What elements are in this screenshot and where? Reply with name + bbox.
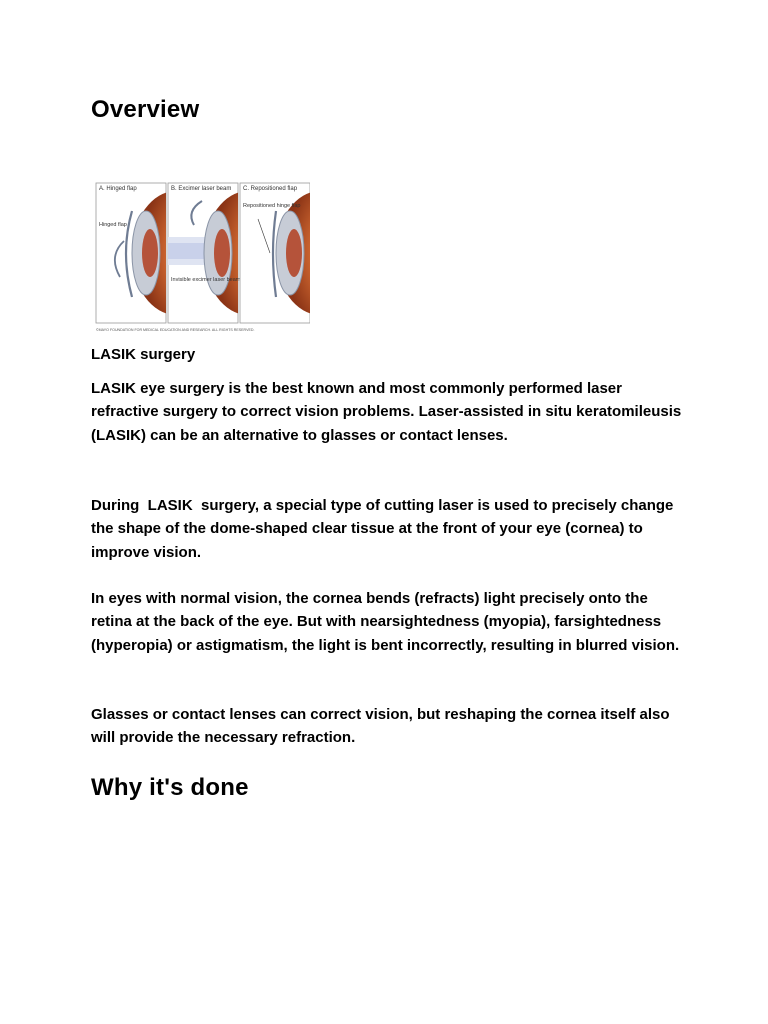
panel-c bbox=[240, 183, 310, 323]
paragraph-normal-vision: In eyes with normal vision, the cornea bends (refracts) light precisely onto the retina at the back of the eye. But with nearsightedness (myopia), farsightedness (hyperopia) or astigmatism, the light is bent incorrectly, resulting in blurred vision. bbox=[91, 590, 680, 654]
figure-credit: ©MAYO FOUNDATION FOR MEDICAL EDUCATION AND RESEARCH. ALL RIGHTS RESERVED. bbox=[96, 328, 255, 332]
why-heading: Why it's done bbox=[91, 774, 249, 801]
overview-heading: Overview bbox=[91, 96, 200, 123]
paragraph-intro: LASIK eye surgery is the best known and most commonly performed laser refractive surgery to correct vision problems. Laser-assisted in situ keratomileusis (LASIK) can be an alternative to glasses or contact lenses. bbox=[91, 380, 682, 444]
panel-a-title: A. Hinged flap bbox=[99, 186, 137, 192]
panel-c-label: Repositioned hinge flap bbox=[243, 203, 301, 209]
paragraph-glasses: Glasses or contact lenses can correct vision, but reshaping the cornea itself also will provide the necessary refraction. bbox=[91, 706, 670, 747]
paragraph-during: During LASIK surgery, a special type of cutting laser is used to precisely change the shape of the dome-shaped clear tissue at the front of your eye (cornea) to improve vision. bbox=[91, 497, 678, 561]
panel-b-title: B. Excimer laser beam bbox=[171, 186, 232, 192]
panel-a-label: Hinged flap bbox=[99, 222, 127, 228]
lasik-diagram bbox=[94, 181, 310, 333]
figure-caption: LASIK surgery bbox=[91, 346, 196, 363]
panel-c-title: C. Repositioned flap bbox=[243, 186, 298, 192]
panel-b-label: Invisible excimer laser beam bbox=[171, 277, 241, 283]
